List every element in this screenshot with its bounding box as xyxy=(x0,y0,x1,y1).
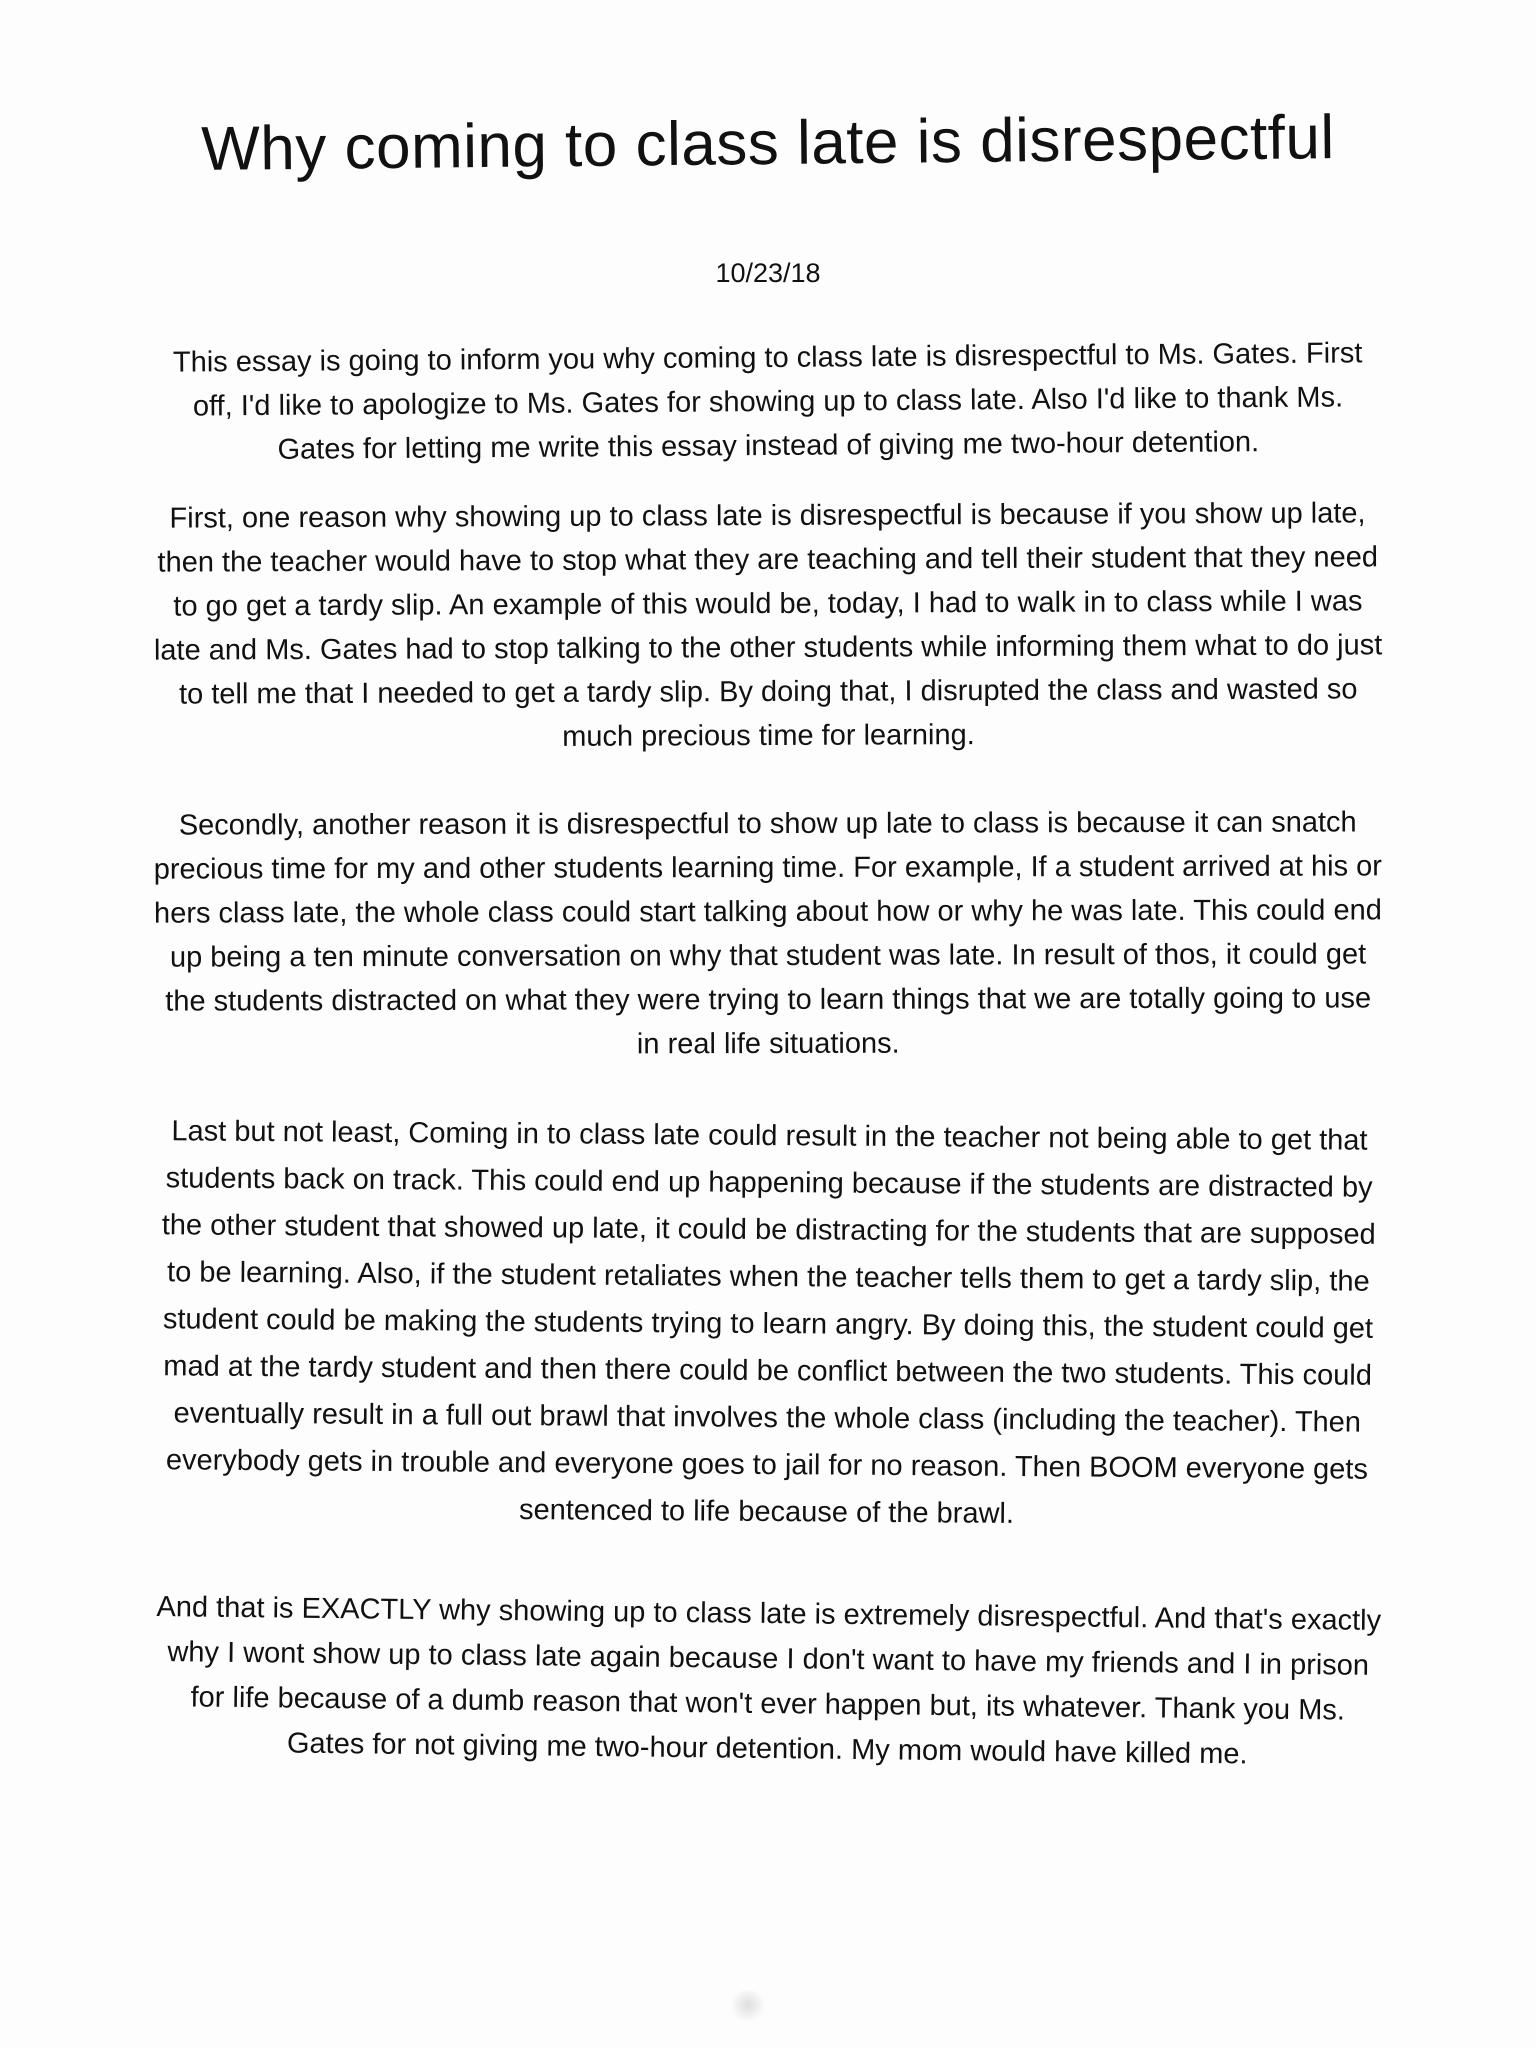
paragraph-line: up being a ten minute conversation on why that student was late. In result of thos, it could get xyxy=(169,938,1367,974)
paragraph-line: Gates for letting me write this essay instead of giving me two-hour detention. xyxy=(277,426,1260,466)
paragraph-line: First, one reason why showing up to class late is disrespectful is because if you show up late, xyxy=(169,497,1366,535)
paragraph-line: to be learning. Also, if the student retaliates when the teacher tells them to get a tardy slip, the xyxy=(166,1256,1370,1298)
paragraph-line: This essay is going to inform you why coming to class late is disrespectful to Ms. Gates. First xyxy=(172,337,1363,379)
paragraph-line: Secondly, another reason it is disrespectful to show up late to class is because it can snatch xyxy=(178,806,1357,842)
paragraph-line: for life because of a dumb reason that won't ever happen but, its whatever. Thank you Ms. xyxy=(190,1681,1346,1727)
paragraph-line: much precious time for learning. xyxy=(562,719,975,753)
essay-date: 10/23/18 xyxy=(715,258,821,288)
paragraph-line: sentenced to life because of the brawl. xyxy=(518,1494,1015,1530)
paragraph-line: students back on track. This could end up happening because if the students are distracted by xyxy=(165,1162,1373,1204)
paragraph-line: eventually result in a full out brawl that involves the whole class (including the teacher). Then xyxy=(173,1397,1362,1439)
paragraph-line: And that is EXACTLY why showing up to class late is extremely disrespectful. And that's exactly xyxy=(156,1591,1382,1637)
paragraph-second-reason xyxy=(25,800,1512,1068)
paragraph-line: precious time for my and other students learning time. For example, If a student arrived at his or xyxy=(153,850,1382,886)
paragraph-line: hers class late, the whole class could start talking about how or why he was late. This could end xyxy=(153,894,1382,930)
paragraph-line: to tell me that I needed to get a tardy slip. By doing that, I disrupted the class and wasted so xyxy=(179,673,1358,711)
essay-title: Why coming to class late is disrespectful xyxy=(200,103,1336,184)
paragraph-line: everybody gets in trouble and everyone goes to jail for no reason. Then BOOM everyone gets xyxy=(165,1444,1369,1486)
paragraph-line: then the teacher would have to stop what they are teaching and tell their student that they need xyxy=(157,541,1378,579)
paragraph-line: off, I'd like to apologize to Ms. Gates for showing up to class late. Also I'd like to thank Ms. xyxy=(192,381,1344,423)
paragraph-line: Last but not least, Coming in to class late could result in the teacher not being able to get that xyxy=(171,1115,1368,1157)
paragraph-conclusion xyxy=(0,1583,1536,1780)
paragraph-line: mad at the tardy student and then there could be conflict between the two students. This could xyxy=(163,1350,1373,1392)
paragraph-first-reason xyxy=(39,491,1496,761)
paragraph-line: the other student that showed up late, it could be distracting for the students that are supposed xyxy=(161,1209,1376,1251)
paragraph-introduction xyxy=(70,331,1467,474)
paragraph-third-reason xyxy=(8,1107,1527,1542)
paragraph-line: the students distracted on what they were trying to learn things that we are totally going to use xyxy=(165,982,1372,1018)
scan-smudge xyxy=(728,1990,768,2020)
paragraph-line: why I wont show up to class late again because I don't want to have my friends and I in prison xyxy=(167,1636,1370,1682)
paragraph-line: to go get a tardy slip. An example of this would be, today, I had to walk in to class while I was xyxy=(173,585,1363,623)
paragraph-line: student could be making the students trying to learn angry. By doing this, the student could get xyxy=(162,1303,1374,1345)
paragraph-line: Gates for not giving me two-hour detention. My mom would have killed me. xyxy=(286,1727,1248,1771)
paragraph-line: in real life situations. xyxy=(636,1027,900,1061)
paragraph-line: late and Ms. Gates had to stop talking to the other students while informing them what to do just xyxy=(153,629,1383,667)
